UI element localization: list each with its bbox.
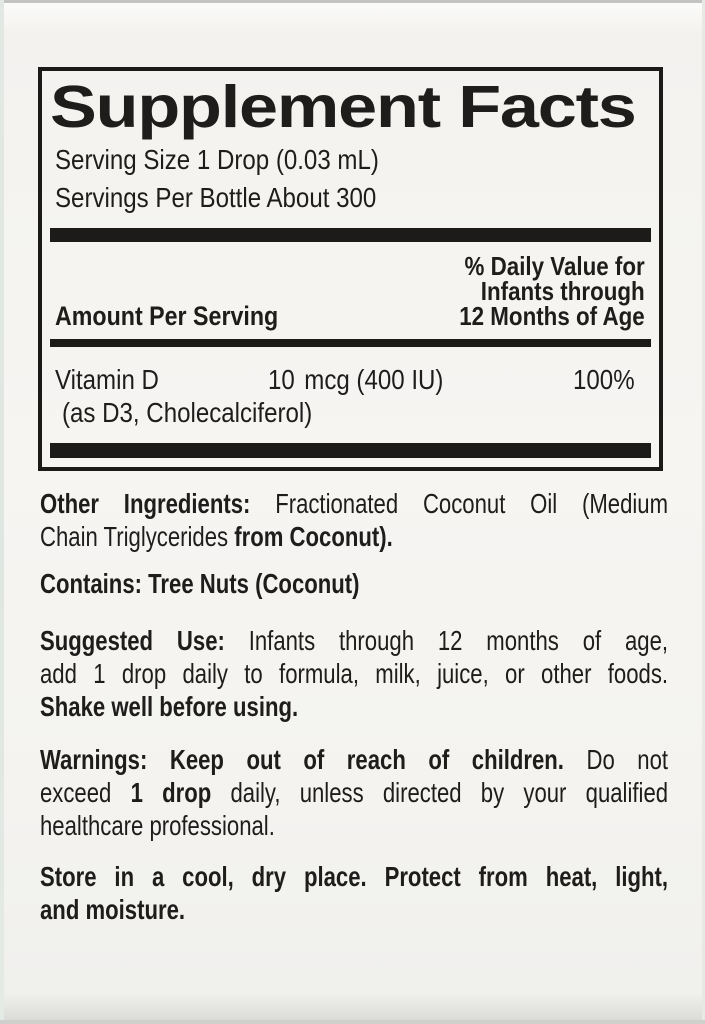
warnings-line2: [40, 776, 668, 809]
contains-statement: Contains: Tree Nuts (Coconut): [40, 568, 360, 599]
supplement-facts-panel: [38, 67, 663, 471]
warnings-line3: [40, 809, 668, 842]
suggested-use-text1: Infants through 12 months of age,: [224, 625, 669, 656]
nutrient-amount-unit: mcg (400 IU): [304, 364, 444, 395]
storage-text1: Store in a cool, dry place. Protect from heat, light,: [40, 861, 669, 892]
warnings-text3: healthcare professional.: [40, 810, 275, 841]
nutrient-name: Vitamin D: [55, 364, 159, 395]
nutrient-daily-value: 100%: [573, 364, 635, 395]
daily-value-header-line2: Infants through: [481, 276, 645, 306]
warnings-text2a: exceed: [40, 777, 131, 808]
thick-rule-top: [50, 228, 651, 242]
medium-rule-header: [50, 339, 651, 347]
other-ingredients-text1: Fractionated Coconut Oil (Medium: [250, 488, 669, 519]
storage-line1: [40, 860, 668, 893]
suggested-use-line1: [40, 624, 668, 657]
nutrient-form: (as D3, Cholecalciferol): [62, 397, 313, 428]
daily-value-header: [459, 251, 645, 331]
other-ingredients-bold-tail: from Coconut).: [234, 521, 393, 552]
contains-line1: [40, 567, 668, 600]
nutrient-amount: [268, 363, 443, 396]
amount-per-serving-header: Amount Per Serving: [55, 301, 279, 331]
warnings-line1: [40, 743, 668, 776]
warnings-bold-mid: 1 drop: [130, 777, 212, 808]
serving-info: [55, 141, 379, 217]
daily-value-header-line3: 12 Months of Age: [459, 301, 645, 331]
photo-edge-bottom: [0, 1020, 705, 1024]
storage-text2: and moisture.: [40, 894, 186, 925]
daily-value-header-line1: % Daily Value for: [464, 251, 645, 281]
nutrient-amount-value: 10: [268, 364, 295, 395]
contains-paragraph: [40, 567, 668, 600]
suggested-use-bold-tail: Shake well before using.: [40, 691, 299, 722]
suggested-use-paragraph: [40, 624, 668, 723]
warnings-text2b: daily, unless directed by your qualified: [211, 777, 669, 808]
storage-paragraph: [40, 860, 668, 926]
warnings-paragraph: [40, 743, 668, 842]
serving-size: Serving Size 1 Drop (0.03 mL): [55, 144, 379, 175]
suggested-use-line2: [40, 657, 668, 690]
supplement-facts-title: Supplement Facts: [50, 74, 636, 140]
photo-edge-left: [0, 0, 4, 1024]
storage-line2: [40, 893, 668, 926]
other-ingredients-text2: Chain Triglycerides: [40, 521, 235, 552]
other-ingredients-paragraph: [40, 487, 668, 553]
label-copy: [40, 487, 668, 926]
servings-per-bottle: Servings Per Bottle About 300: [55, 182, 377, 213]
photo-edge-top-highlight: [0, 3, 705, 33]
thick-rule-bottom: [50, 443, 651, 458]
other-ingredients-line2: [40, 520, 668, 553]
suggested-use-line3: [40, 690, 668, 723]
other-ingredients-line1: [40, 487, 668, 520]
warnings-text1: Do not: [563, 744, 669, 775]
warnings-label: Warnings: Keep out of reach of children.: [40, 744, 564, 775]
suggested-use-label: Suggested Use:: [40, 625, 225, 656]
other-ingredients-label: Other Ingredients:: [40, 488, 251, 519]
suggested-use-text2: add 1 drop daily to formula, milk, juice, or other foods.: [40, 658, 669, 689]
